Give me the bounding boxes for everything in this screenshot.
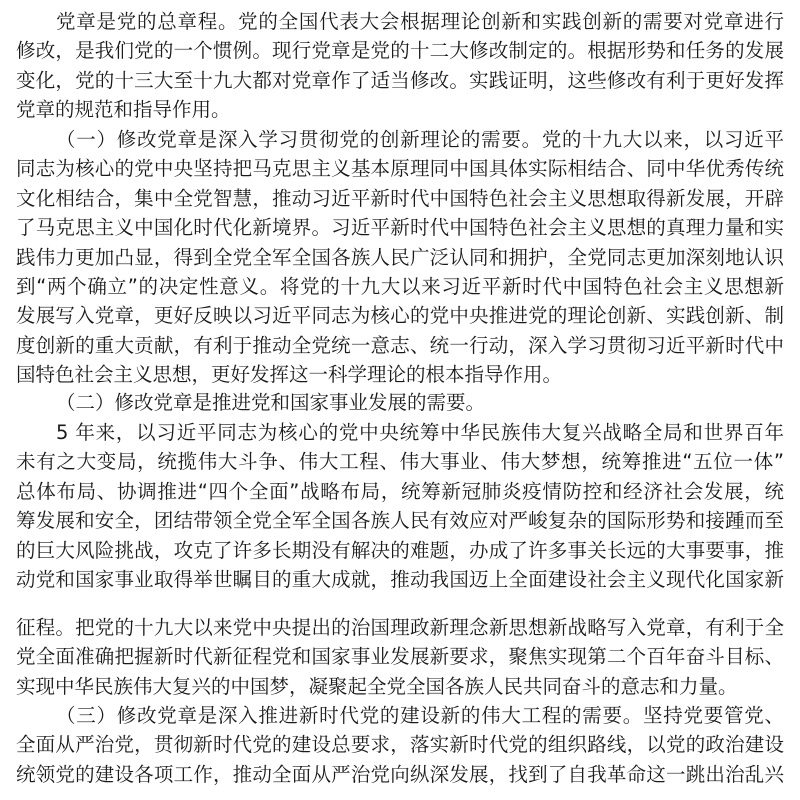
text-line: （一）修改党章是深入学习贯彻党的创新理论的需要。党的十九大以来，以习近平	[56, 128, 784, 151]
text-line: 实现中华民族伟大复兴的中国梦，凝聚起全党全国各族人民共同奋斗的意志和力量。	[16, 674, 738, 698]
text-line: 党章是党的总章程。党的全国代表大会根据理论创新和实践创新的需要对党章进行	[56, 10, 784, 33]
text-line: 践伟力更加凸显，得到全党全军全国各族人民广泛认同和拥护，全党同志更加深刻地认识	[16, 245, 784, 269]
text-line: 全面从严治党，贯彻新时代党的建设总要求，落实新时代党的组织路线，以党的政治建设	[16, 733, 784, 757]
text-line: 筹发展和安全，团结带领全党全军全国各族人民有效应对严峻复杂的国际形势和接踵而至	[16, 509, 784, 533]
text-line: （二）修改党章是推进党和国家事业发展的需要。	[56, 391, 486, 414]
text-line: 党章的规范和指导作用。	[16, 98, 231, 122]
text-line: 统领党的建设各项工作，推动全面从严治党向纵深发展，找到了自我革命这一跳出治乱兴	[16, 762, 784, 786]
text-line: 5 年来，以习近平同志为核心的党中央统筹中华民族伟大复兴战略全局和世界百年	[56, 421, 784, 444]
text-line: 国特色社会主义思想，更好发挥这一科学理论的根本指导作用。	[16, 363, 563, 387]
text-line: 征程。把党的十九大以来党中央提出的治国理政新理念新思想新战略写入党章，有利于全	[16, 616, 784, 639]
text-line: 未有之大变局，统揽伟大斗争、伟大工程、伟大事业、伟大梦想，统筹推进“五位一体”	[16, 450, 784, 474]
text-line: 修改，是我们党的一个惯例。现行党章是党的十二大修改制定的。根据形势和任务的发展	[16, 39, 784, 63]
text-line: 到“两个确立”的决定性意义。将党的十九大以来习近平新时代中国特色社会主义思想新	[16, 275, 784, 298]
text-line: 党全面准确把握新时代新征程党和国家事业发展新要求，聚焦实现第二个百年奋斗目标、	[16, 645, 784, 669]
text-line: 的巨大风险挑战，攻克了许多长期没有解决的难题，办成了许多事关长远的大事要事，推	[16, 538, 784, 562]
text-line: 变化，党的十三大至十九大都对党章作了适当修改。实践证明，这些修改有利于更好发挥	[16, 68, 784, 92]
text-line: 发展写入党章，更好反映以习近平同志为核心的党中央推进党的理论创新、实践创新、制	[16, 304, 784, 328]
text-line: 度创新的重大贡献，有利于推动全党统一意志、统一行动，深入学习贯彻习近平新时代中	[16, 333, 784, 357]
text-line: 文化相结合，集中全党智慧，推动习近平新时代中国特色社会主义思想取得新发展，开辟	[16, 186, 784, 210]
text-line: 了马克思主义中国化时代化新境界。习近平新时代中国特色社会主义思想的真理力量和实	[16, 216, 784, 240]
text-line: 同志为核心的党中央坚持把马克思主义基本原理同中国具体实际相结合、同中华优秀传统	[16, 157, 784, 181]
text-line: 总体布局、协调推进“四个全面”战略布局，统筹新冠肺炎疫情防控和经济社会发展，统	[16, 479, 784, 503]
text-line: 动党和国家事业取得举世瞩目的重大成就，推动我国迈上全面建设社会主义现代化国家新	[16, 568, 784, 591]
text-line: （三）修改党章是深入推进新时代党的建设新的伟大工程的需要。坚持党要管党、	[56, 704, 784, 727]
